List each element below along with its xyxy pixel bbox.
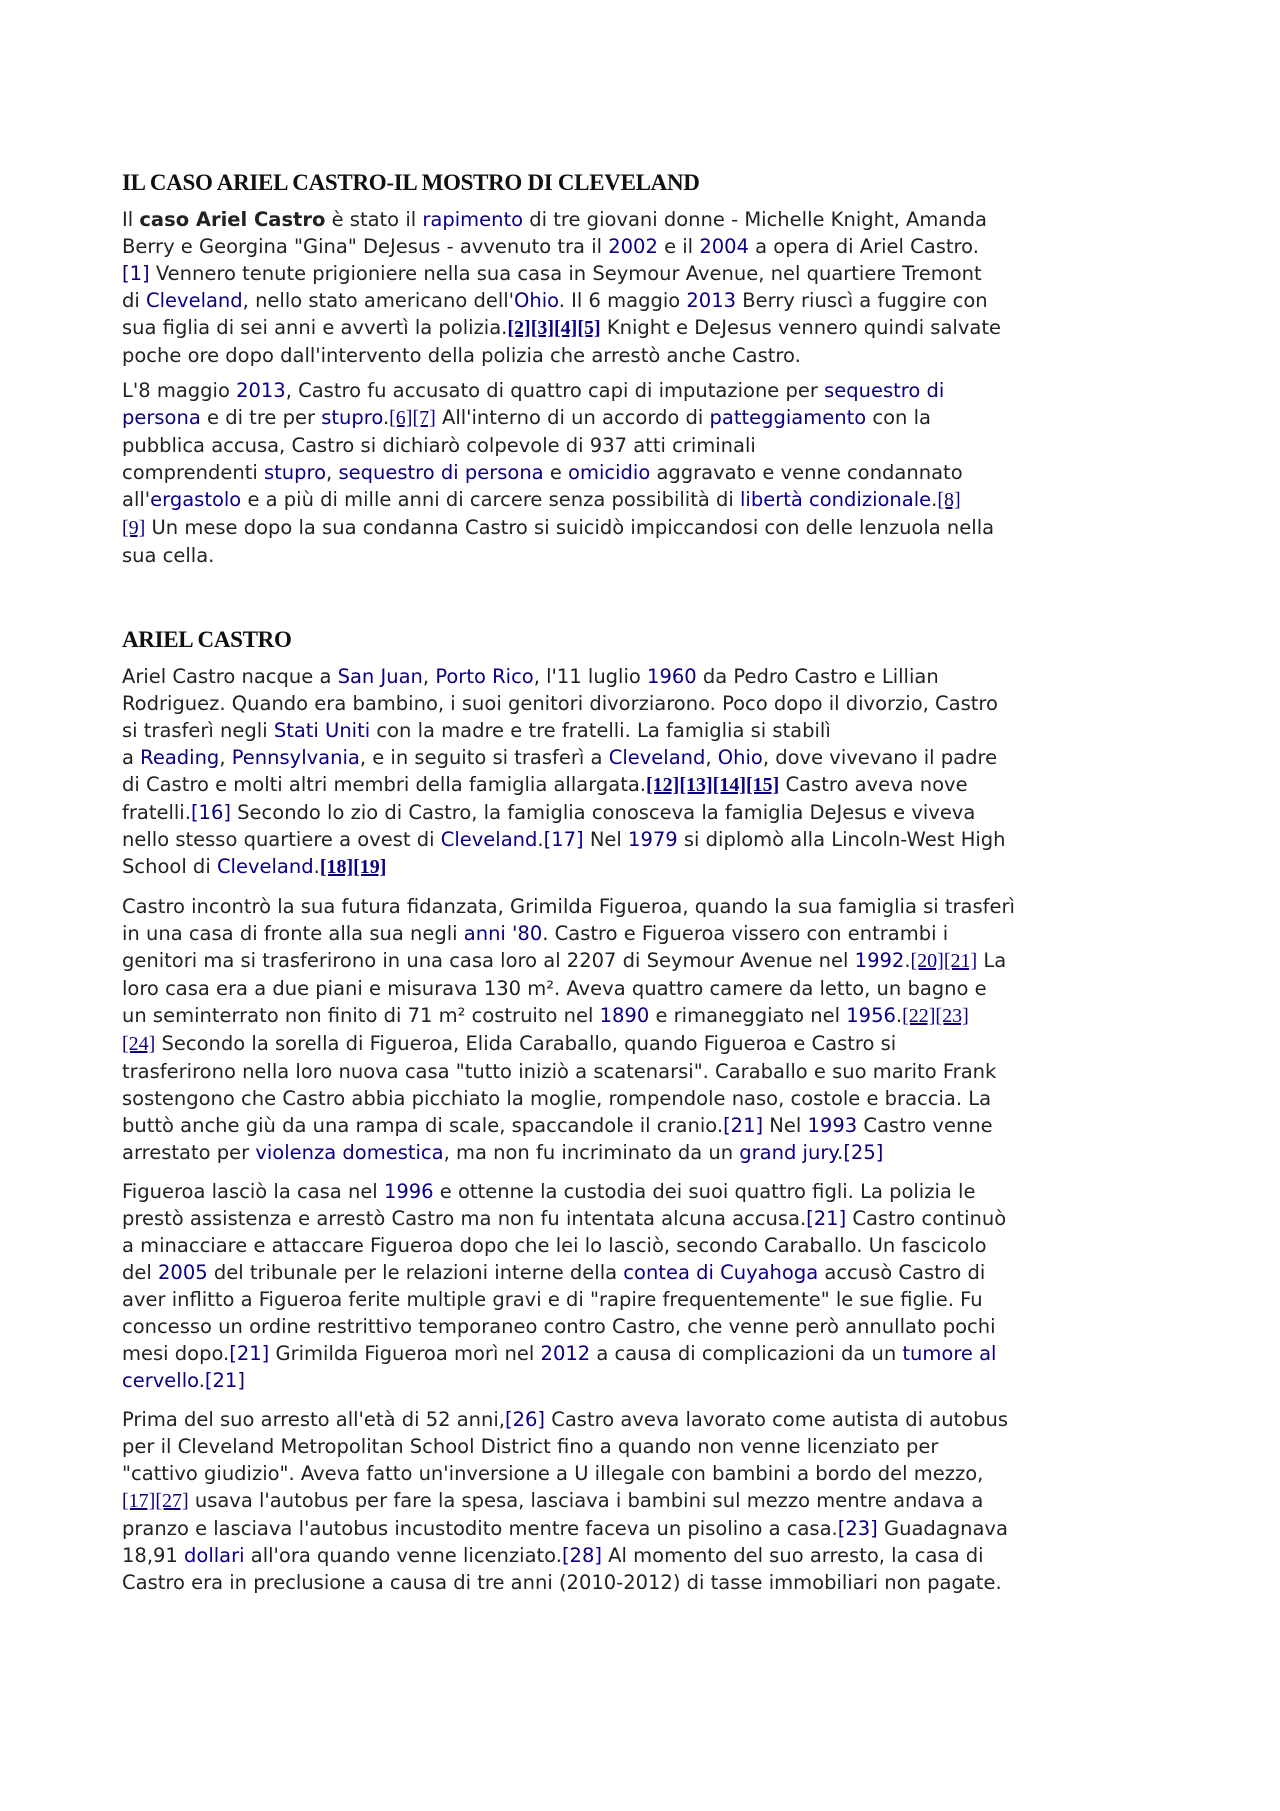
text-line (122, 744, 1182, 771)
text-run: sua cella. (122, 544, 215, 567)
wiki-link[interactable]: contea di Cuyahoga (623, 1261, 819, 1284)
wiki-link[interactable]: anni '80 (463, 922, 543, 945)
text-run: un seminterrato non finito di 71 m² costruito nel (122, 1004, 600, 1027)
paragraph (122, 893, 1182, 1166)
text-run: Un mese dopo la sua condanna Castro si suicidò impiccandosi con delle lenzuola nella (145, 516, 995, 539)
wiki-link[interactable]: persona (122, 406, 201, 429)
wiki-link[interactable]: [1] (122, 262, 150, 285)
text-run: comprendenti (122, 461, 264, 484)
text-run: Castro aveva lavorato come autista di autobus (545, 1408, 1009, 1431)
text-line (122, 1002, 1182, 1030)
text-line (122, 1569, 1182, 1596)
reference-link[interactable]: [18][19] (319, 856, 387, 878)
paragraph (122, 1406, 1182, 1596)
wiki-link[interactable]: tumore al (902, 1342, 997, 1365)
text-line (122, 1433, 1182, 1460)
paragraph (122, 663, 1182, 881)
text-run: aver inflitto a Figueroa ferite multiple gravi e di "rapire frequentemente" le sue figlie. Fu (122, 1288, 983, 1311)
text-run: . (895, 1004, 903, 1027)
text-run: del tribunale per le relazioni interne della (207, 1261, 624, 1284)
wiki-link[interactable]: Pennsylvania (231, 746, 360, 769)
text-line (122, 1515, 1182, 1542)
text-run: all'ora quando venne licenziato. (244, 1544, 562, 1567)
text-run: fratelli. (122, 801, 191, 824)
text-run: , Castro fu accusato di quattro capi di imputazione per (285, 379, 825, 402)
text-run: Castro incontrò la sua futura fidanzata, Grimilda Figueroa, quando la sua famiglia si trasferì (122, 895, 1015, 918)
wiki-link[interactable]: grand jury (739, 1141, 838, 1164)
text-run: . Il 6 maggio (558, 289, 687, 312)
paragraph (122, 377, 1182, 569)
text-line (122, 799, 1182, 826)
text-run: Castro aveva nove (779, 773, 968, 796)
text-run: Knight e DeJesus vennero quindi salvate (600, 316, 1001, 339)
text-run: , (422, 665, 436, 688)
text-run: Castro continuò (846, 1207, 1007, 1230)
text-line (122, 1139, 1182, 1166)
text-run: e a più di mille anni di carcere senza possibilità di (241, 488, 740, 511)
wiki-link[interactable]: sequestro di persona (338, 461, 544, 484)
text-run: è stato il (325, 208, 423, 231)
text-line (122, 975, 1182, 1002)
wiki-link[interactable]: 1996 (383, 1180, 434, 1203)
wiki-link[interactable]: Stati Uniti (273, 719, 371, 742)
text-run: All'interno di un accordo di (435, 406, 710, 429)
text-run: trasferirono nella loro nuova casa "tutto iniziò a scatenarsi". Caraballo e suo marito Frank (122, 1060, 997, 1083)
wiki-link[interactable]: 1960 (647, 665, 697, 688)
text-line (122, 377, 1182, 404)
section-1 (122, 170, 1182, 569)
text-run: Nel (763, 1114, 808, 1137)
text-run: Figueroa lasciò la casa nel (122, 1180, 384, 1203)
text-run: . (931, 488, 938, 511)
text-run: a opera di Ariel Castro. (748, 235, 979, 258)
text-line (122, 663, 1182, 690)
text-run: , (326, 461, 339, 484)
wiki-link[interactable]: 1890 (599, 1004, 650, 1027)
text-line (122, 1232, 1182, 1259)
wiki-link[interactable]: Ohio (717, 746, 763, 769)
text-line (122, 717, 1182, 744)
wiki-link[interactable]: [28] (561, 1544, 602, 1567)
paragraph (122, 1178, 1182, 1394)
text-line (122, 314, 1182, 342)
wiki-link[interactable]: Reading (140, 746, 220, 769)
text-run: Vennero tenute prigioniere nella sua casa in Seymour Avenue, nel quartiere Tremont (149, 262, 982, 285)
text-line (122, 459, 1182, 486)
text-line (122, 1259, 1182, 1286)
wiki-link[interactable]: Cleveland (216, 855, 314, 878)
text-run: a causa di complicazioni da un (590, 1342, 903, 1365)
reference-link[interactable]: [20][21] (910, 950, 978, 972)
text-line (122, 486, 1182, 514)
text-line (122, 1112, 1182, 1139)
wiki-link[interactable]: 2012 (540, 1342, 591, 1365)
text-run: Ariel Castro nacque a (122, 665, 338, 688)
wiki-link[interactable]: Cleveland (146, 289, 243, 312)
text-line (122, 1542, 1182, 1569)
text-run: e rimaneggiato nel (649, 1004, 847, 1027)
text-run: di tre giovani donne - Michelle Knight, Amanda (523, 208, 987, 231)
text-run: 18,91 (122, 1544, 185, 1567)
text-run: , nello stato americano dell' (242, 289, 515, 312)
wiki-link[interactable]: [21] (229, 1342, 270, 1365)
text-run: pranzo e lasciava l'autobus incustodito mentre faceva un pisolino a casa. (122, 1517, 838, 1540)
reference-link[interactable]: [12][13][14][15] (646, 774, 780, 796)
text-run: concesso un ordine restrittivo temporaneo contro Castro, che venne però annullato pochi (122, 1315, 996, 1338)
wiki-link[interactable]: Ohio (514, 289, 559, 312)
reference-link[interactable]: [6][7] (389, 407, 436, 429)
wiki-link[interactable]: 1956 (846, 1004, 896, 1027)
text-line (122, 920, 1182, 947)
text-run: , dove vivevano il padre (762, 746, 998, 769)
text-run: Berry e Georgina "Gina" DeJesus - avvenuto tra il (122, 235, 609, 258)
wiki-link[interactable]: [21] (723, 1114, 764, 1137)
text-run: . (537, 828, 544, 851)
reference-link[interactable]: [8] (937, 489, 961, 511)
text-run: per il Cleveland Metropolitan School District fino a quando non venne licenziato per (122, 1435, 939, 1458)
text-run: con la madre e tre fratelli. La famiglia si stabilì (370, 719, 831, 742)
text-run: accusò Castro di (818, 1261, 986, 1284)
wiki-link[interactable]: [23] (837, 1517, 878, 1540)
text-run: Castro venne (857, 1114, 993, 1137)
text-run: e (543, 461, 569, 484)
text-line (122, 771, 1182, 799)
wiki-link[interactable]: 2013 (686, 289, 737, 312)
wiki-link[interactable]: Cleveland (608, 746, 706, 769)
text-run: . (313, 855, 320, 878)
wiki-link[interactable]: dollari (184, 1544, 245, 1567)
text-run: Castro era in preclusione a causa di tre anni (2010-2012) di tasse immobiliari non pagate. (122, 1571, 1002, 1594)
text-run: Berry riuscì a fuggire con (736, 289, 988, 312)
reference-link[interactable]: [17][27] (122, 1490, 189, 1512)
wiki-link[interactable]: [25] (843, 1141, 884, 1164)
wiki-link[interactable]: stupro (321, 406, 383, 429)
text-run: Il (122, 208, 140, 231)
reference-link[interactable]: [9] (122, 517, 146, 539)
text-run: si diplomò alla Lincoln-West High (677, 828, 1006, 851)
text-run: si trasferì negli (122, 719, 274, 742)
text-line (122, 1460, 1182, 1487)
text-run: e il (657, 235, 700, 258)
wiki-link[interactable]: stupro (263, 461, 327, 484)
text-run: . (904, 949, 911, 972)
text-run: prestò assistenza e arrestò Castro ma non fu intentata alcuna accusa. (122, 1207, 807, 1230)
text-run: . (382, 406, 390, 429)
wiki-link[interactable]: rapimento (422, 208, 524, 231)
text-line (122, 1406, 1182, 1433)
reference-link[interactable]: [2][3][4][5] (507, 317, 601, 339)
text-line (122, 1286, 1182, 1313)
text-line (122, 893, 1182, 920)
text-run: a (122, 746, 141, 769)
wiki-link[interactable]: 2013 (236, 379, 286, 402)
text-line (122, 206, 1182, 233)
text-run: , l'11 luglio (533, 665, 648, 688)
text-line (122, 542, 1182, 569)
paragraph (122, 206, 1182, 369)
text-line (122, 1487, 1182, 1515)
text-line (122, 947, 1182, 975)
text-run: a minacciare e attaccare Figueroa dopo che lei lo lasciò, secondo Caraballo. Un fascicolo (122, 1234, 987, 1257)
text-line (122, 287, 1182, 314)
wiki-link[interactable]: [16] (190, 801, 231, 824)
document-page (122, 170, 1182, 1604)
text-line (122, 233, 1182, 260)
text-run: del (122, 1261, 158, 1284)
text-line (122, 1367, 1182, 1394)
text-line (122, 404, 1182, 432)
wiki-link[interactable]: [17] (543, 828, 584, 851)
wiki-link[interactable]: Cleveland (440, 828, 538, 851)
text-line (122, 1205, 1182, 1232)
text-run: nello stesso quartiere a ovest di (122, 828, 441, 851)
text-line (122, 1313, 1182, 1340)
text-line (122, 342, 1182, 369)
text-run: mesi dopo. (122, 1342, 230, 1365)
wiki-link[interactable]: sequestro di (824, 379, 945, 402)
wiki-link[interactable]: 1992 (854, 949, 905, 972)
text-run: di (122, 289, 146, 312)
section-heading: IL CASO ARIEL CASTRO-IL MOSTRO DI CLEVELAND (122, 170, 700, 195)
text-line (122, 1030, 1182, 1058)
reference-link[interactable]: [24] (122, 1033, 156, 1055)
text-run: , ma non fu incriminato da un (443, 1141, 740, 1164)
wiki-link[interactable]: 1993 (807, 1114, 858, 1137)
text-run: , (219, 746, 232, 769)
wiki-link[interactable]: omicidio (568, 461, 651, 484)
text-run: genitori ma si trasferirono in una casa loro al 2207 di Seymour Avenue nel (122, 949, 855, 972)
wiki-link[interactable]: San Juan (337, 665, 423, 688)
text-line (122, 1058, 1182, 1085)
text-run: pubblica accusa, Castro si dichiarò colpevole di 937 atti criminali (122, 434, 756, 457)
text-run: loro casa era a due piani e misurava 130 m². Aveva quattro camere da letto, un bagno e (122, 977, 987, 1000)
text-run: . (198, 1369, 205, 1392)
wiki-link[interactable]: 1979 (628, 828, 678, 851)
text-run: all' (122, 488, 151, 511)
wiki-link[interactable]: libertà condizionale (740, 488, 932, 511)
text-run: usava l'autobus per fare la spesa, lasciava i bambini sul mezzo mentre andava a (188, 1489, 984, 1512)
text-run: . (837, 1141, 844, 1164)
text-run: Guadagnava (877, 1517, 1008, 1540)
text-run: School di (122, 855, 217, 878)
wiki-link[interactable]: ergastolo (150, 488, 242, 511)
text-run: sua figlia di sei anni e avvertì la polizia. (122, 316, 508, 339)
text-run: arrestato per (122, 1141, 256, 1164)
text-line (122, 260, 1182, 287)
text-line (122, 826, 1182, 853)
text-run: sostengono che Castro abbia picchiato la moglie, rompendole naso, costole e braccia. La (122, 1087, 992, 1110)
wiki-link[interactable]: 2005 (158, 1261, 208, 1284)
bold-text: caso Ariel Castro (139, 208, 326, 231)
text-run: L'8 maggio (122, 379, 237, 402)
text-run: Secondo lo zio di Castro, la famiglia conosceva la famiglia DeJesus e viveva (230, 801, 976, 824)
section-heading: ARIEL CASTRO (122, 627, 292, 652)
text-line (122, 1178, 1182, 1205)
text-run: , (705, 746, 718, 769)
text-line (122, 690, 1182, 717)
wiki-link[interactable]: patteggiamento (709, 406, 867, 429)
text-run: . Castro e Figueroa vissero con entrambi i (542, 922, 949, 945)
text-run: Nel (583, 828, 629, 851)
wiki-link[interactable]: 2002 (608, 235, 658, 258)
text-run: buttò anche giù da una rampa di scale, spaccandole il cranio. (122, 1114, 724, 1137)
wiki-link[interactable]: [21] (204, 1369, 245, 1392)
text-line (122, 514, 1182, 542)
wiki-link[interactable]: Porto Rico (435, 665, 534, 688)
text-run: aggravato e venne condannato (650, 461, 963, 484)
wiki-link[interactable]: [26] (505, 1408, 546, 1431)
text-line (122, 432, 1182, 459)
text-run: e ottenne la custodia dei suoi quattro figli. La polizia le (433, 1180, 976, 1203)
text-run: e di tre per (200, 406, 322, 429)
text-run: in una casa di fronte alla sua negli (122, 922, 464, 945)
text-line (122, 1085, 1182, 1112)
text-run: Rodriguez. Quando era bambino, i suoi genitori divorziarono. Poco dopo il divorzio, Castro (122, 692, 998, 715)
wiki-link[interactable]: [21] (806, 1207, 847, 1230)
section-2 (122, 627, 1182, 1596)
text-run: Al momento del suo arresto, la casa di (601, 1544, 984, 1567)
text-line (122, 853, 1182, 881)
text-run: La (977, 949, 1007, 972)
reference-link[interactable]: [22][23] (902, 1005, 969, 1027)
text-run: da Pedro Castro e Lillian (696, 665, 939, 688)
text-run: con la (866, 406, 931, 429)
text-run: poche ore dopo dall'intervento della polizia che arrestò anche Castro. (122, 344, 801, 367)
text-line (122, 1340, 1182, 1367)
text-run: Secondo la sorella di Figueroa, Elida Caraballo, quando Figueroa e Castro si (155, 1032, 897, 1055)
wiki-link[interactable]: cervello (122, 1369, 199, 1392)
text-run: di Castro e molti altri membri della famiglia allargata. (122, 773, 647, 796)
text-run: Grimilda Figueroa morì nel (269, 1342, 541, 1365)
text-run: "cattivo giudizio". Aveva fatto un'inversione a U illegale con bambini a bordo del mezzo, (122, 1462, 984, 1485)
text-run: , e in seguito si trasferì a (359, 746, 609, 769)
text-run: Prima del suo arresto all'età di 52 anni, (122, 1408, 506, 1431)
wiki-link[interactable]: 2004 (699, 235, 749, 258)
wiki-link[interactable]: violenza domestica (255, 1141, 444, 1164)
